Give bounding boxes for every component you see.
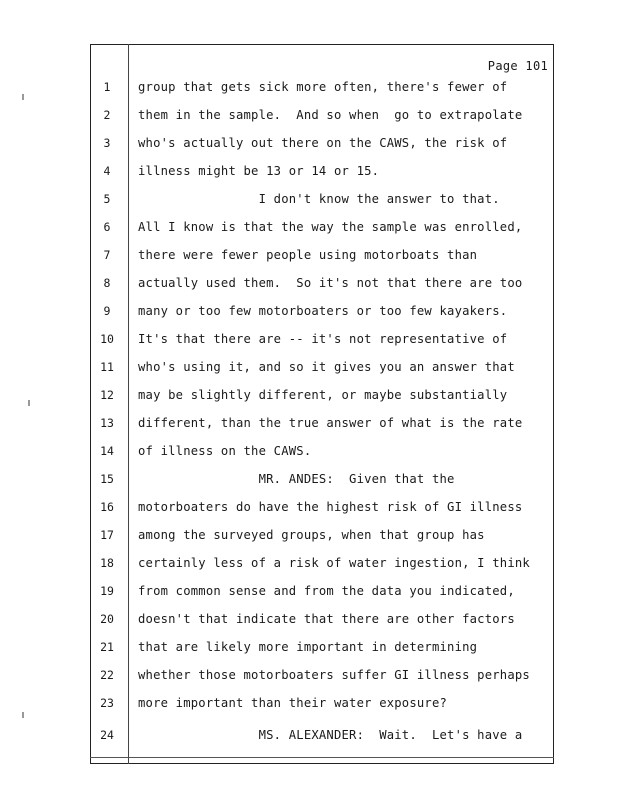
bottom-rule xyxy=(90,757,554,758)
line-number: 14 xyxy=(100,444,114,458)
transcript-line: may be slightly different, or maybe substantially xyxy=(138,388,508,402)
transcript-line: of illness on the CAWS. xyxy=(138,444,312,458)
line-number: 11 xyxy=(100,360,114,374)
line-number: 18 xyxy=(100,556,114,570)
line-number: 19 xyxy=(100,584,114,598)
line-number: 15 xyxy=(100,472,114,486)
line-number: 21 xyxy=(100,640,114,654)
transcript-line: different, than the true answer of what is the rate xyxy=(138,416,523,430)
line-number: 7 xyxy=(103,248,111,262)
transcript-line: that are likely more important in determining xyxy=(138,640,478,654)
scan-artifact-mark xyxy=(22,712,24,718)
transcript-line: It's that there are -- it's not representative of xyxy=(138,332,508,346)
scan-artifact-mark xyxy=(22,94,24,100)
line-number: 6 xyxy=(103,220,111,234)
page-number: Page 101 xyxy=(487,59,548,73)
line-number: 12 xyxy=(100,388,114,402)
transcript-line: motorboaters do have the highest risk of GI illness xyxy=(138,500,523,514)
transcript-line: who's actually out there on the CAWS, the risk of xyxy=(138,136,508,150)
line-number: 4 xyxy=(103,164,111,178)
line-number: 8 xyxy=(103,276,111,290)
scan-artifact-mark xyxy=(28,400,30,406)
transcript-line: many or too few motorboaters or too few kayakers. xyxy=(138,304,508,318)
transcript-line: among the surveyed groups, when that group has xyxy=(138,528,485,542)
transcript-line: them in the sample. And so when go to extrapolate xyxy=(138,108,523,122)
line-number: 10 xyxy=(100,332,114,346)
transcript-line: actually used them. So it's not that there are too xyxy=(138,276,523,290)
line-number: 2 xyxy=(103,108,111,122)
transcript-line: more important than their water exposure? xyxy=(138,696,448,710)
line-number: 17 xyxy=(100,528,114,542)
transcript-page-frame xyxy=(90,44,554,764)
transcript-line: group that gets sick more often, there's fewer of xyxy=(138,80,508,94)
transcript-line: from common sense and from the data you indicated, xyxy=(138,584,515,598)
line-number: 22 xyxy=(100,668,114,682)
line-number: 5 xyxy=(103,192,111,206)
transcript-line: I don't know the answer to that. xyxy=(138,192,500,206)
line-number: 13 xyxy=(100,416,114,430)
transcript-line: certainly less of a risk of water ingestion, I think xyxy=(138,556,530,570)
transcript-line: who's using it, and so it gives you an answer that xyxy=(138,360,515,374)
line-number: 1 xyxy=(103,80,111,94)
line-number: 23 xyxy=(100,696,114,710)
line-number: 9 xyxy=(103,304,111,318)
transcript-line: MR. ANDES: Given that the xyxy=(138,472,455,486)
transcript-line: All I know is that the way the sample was enrolled, xyxy=(138,220,523,234)
line-number: 20 xyxy=(100,612,114,626)
transcript-line: illness might be 13 or 14 or 15. xyxy=(138,164,380,178)
transcript-line: doesn't that indicate that there are other factors xyxy=(138,612,515,626)
transcript-line: MS. ALEXANDER: Wait. Let's have a xyxy=(138,728,523,742)
line-number-margin-rule xyxy=(128,44,129,764)
transcript-line: whether those motorboaters suffer GI illness perhaps xyxy=(138,668,530,682)
transcript-line: there were fewer people using motorboats than xyxy=(138,248,478,262)
line-number: 16 xyxy=(100,500,114,514)
line-number: 3 xyxy=(103,136,111,150)
line-number: 24 xyxy=(100,728,114,742)
